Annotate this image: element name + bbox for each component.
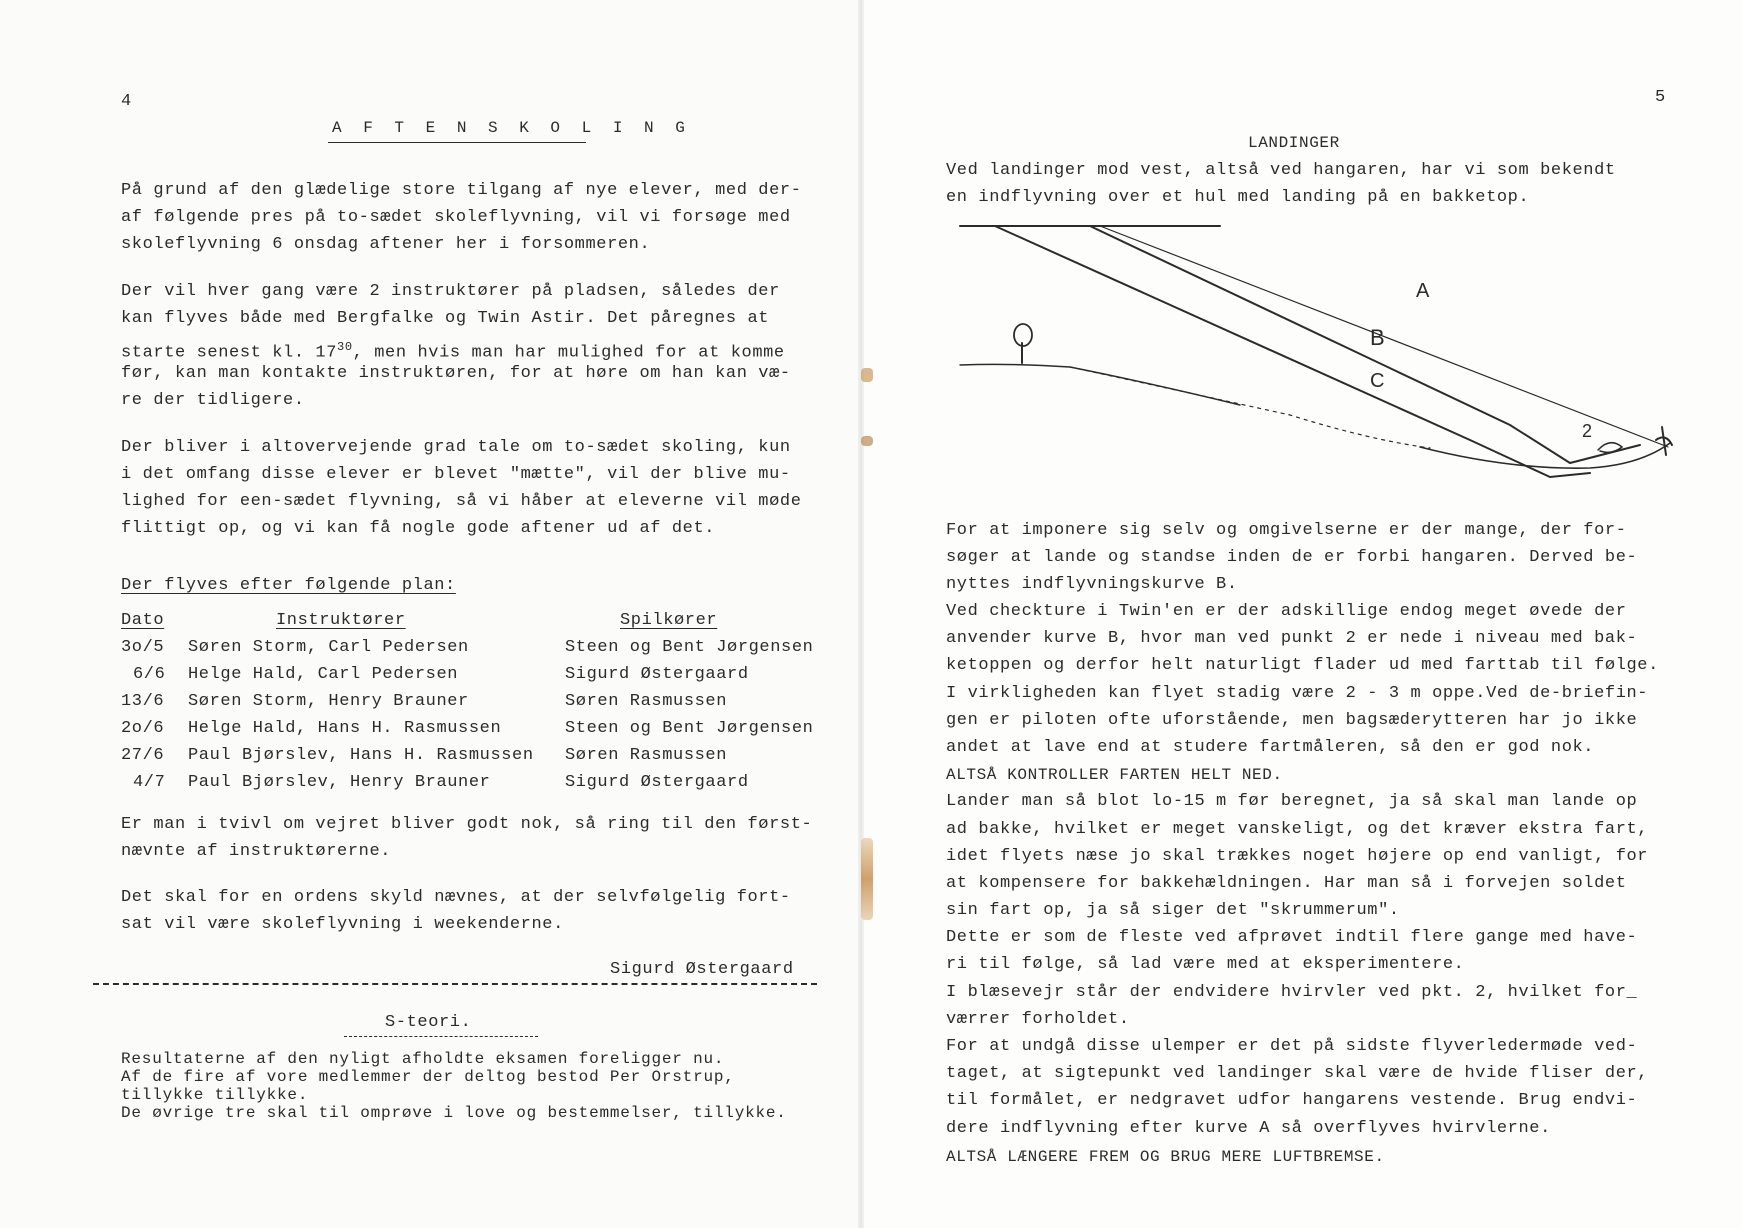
label-point-2: 2 <box>1582 421 1593 441</box>
s-teori-title: S-teori. <box>385 1013 472 1032</box>
paragraph-line: en indflyvning over et hul med landing på en bakketop. <box>946 188 1530 207</box>
paragraph-line: re der tidligere. <box>121 391 305 410</box>
paragraph-line: dere indflyvning efter kurve A så overflyves hvirvlerne. <box>946 1119 1551 1138</box>
paragraph-line: nævnte af instruktørerne. <box>121 842 392 861</box>
table-cell-winch: Sigurd Østergaard <box>565 773 749 792</box>
table-cell-date: 2o/6 <box>121 719 165 738</box>
staple-mark <box>861 436 873 446</box>
paragraph-line: lighed for een-sædet flyvning, så vi håber at eleverne vil møde <box>121 492 802 511</box>
approach-curve-b-lower <box>1090 226 1640 463</box>
paragraph-line: sat vil være skoleflyvning i weekenderne. <box>121 915 564 934</box>
title-underline <box>328 142 586 143</box>
table-cell-winch: Sigurd Østergaard <box>565 665 749 684</box>
s-teori-line: De øvrige tre skal til omprøve i love og bestemmelser, tillykke. <box>121 1104 787 1122</box>
paragraph-line: Lander man så blot lo-15 m før beregnet, ja så skal man lande op <box>946 792 1638 811</box>
emphasis-line: ALTSÅ KONTROLLER FARTEN HELT NED. <box>946 766 1283 784</box>
article-title-landinger: LANDINGER <box>1248 134 1340 152</box>
table-cell-instructors: Søren Storm, Carl Pedersen <box>188 638 469 657</box>
paragraph-line: idet flyets næse jo skal trækkes noget højere op end vanligt, for <box>946 847 1649 866</box>
table-cell-date: 3o/5 <box>121 638 165 657</box>
paragraph-line: For at imponere sig selv og omgivelserne er der mange, der for- <box>946 521 1627 540</box>
table-cell-instructors: Helge Hald, Carl Pedersen <box>188 665 459 684</box>
table-cell-date: 13/6 <box>121 692 165 711</box>
paragraph-line: Dette er som de fleste ved afprøvet indtil flere gange med have- <box>946 928 1638 947</box>
s-teori-line: tillykke tillykke. <box>121 1086 309 1104</box>
paragraph-line: sin fart op, ja så siger det "skrummerum". <box>946 901 1400 920</box>
paragraph-line: Ved landinger mod vest, altså ved hangaren, har vi som bekendt <box>946 161 1616 180</box>
table-header-dato: Dato <box>121 611 165 630</box>
paragraph-line: gen er piloten ofte uforstående, men bagsæderytteren har jo ikke <box>946 711 1638 730</box>
paragraph-line: I blæsevejr står der endvidere hvirvler ved pkt. 2, hvilket for_ <box>946 983 1638 1002</box>
paragraph-line: søger at lande og standse inden de er forbi hangaren. Derved be- <box>946 548 1638 567</box>
page-fold <box>858 0 864 1228</box>
paragraph-line: ad bakke, hvilket er meget vanskeligt, og det kræver ekstra fart, <box>946 820 1649 839</box>
table-cell-instructors: Søren Storm, Henry Brauner <box>188 692 469 711</box>
s-teori-underline <box>344 1036 538 1037</box>
paragraph-line-with-time <box>121 337 785 364</box>
label-curve-b: B <box>1370 325 1385 350</box>
paragraph-line: ketoppen og derfor helt naturligt flader ud med farttab til følge. <box>946 656 1659 675</box>
paragraph-line: værrer forholdet. <box>946 1010 1130 1029</box>
table-header-spilkoerer: Spilkører <box>620 611 718 630</box>
page-number-right: 5 <box>1655 88 1666 107</box>
plan-heading: Der flyves efter følgende plan: <box>121 576 456 595</box>
emphasis-line: ALTSÅ LÆNGERE FREM OG BRUG MERE LUFTBREMSE. <box>946 1148 1385 1166</box>
table-cell-date: 27/6 <box>121 746 165 765</box>
landing-approach-diagram <box>950 215 1690 505</box>
paragraph-line: før, kan man kontakte instruktøren, for at høre om han kan væ- <box>121 364 791 383</box>
s-teori-line: Resultaterne af den nyligt afholdte eksamen foreligger nu. <box>121 1050 725 1068</box>
paragraph-line: For at undgå disse ulemper er det på sidste flyverledermøde ved- <box>946 1037 1638 1056</box>
staple-mark <box>861 838 873 920</box>
article-title-aftenskoling: A F T E N S K O L I N G <box>332 119 691 137</box>
paragraph-line: taget, at sigtepunkt ved landinger skal være de hvide fliser der, <box>946 1064 1649 1083</box>
paragraph-line: Det skal for en ordens skyld nævnes, at der selvfølgelig fort- <box>121 888 791 907</box>
paragraph-line: at kompensere for bakkehældningen. Har man så i forvejen soldet <box>946 874 1627 893</box>
s-teori-line: Af de fire af vore medlemmer der deltog bestod Per Orstrup, <box>121 1068 735 1086</box>
time-superscript: 30 <box>337 340 353 354</box>
section-divider <box>93 983 817 985</box>
ground-left <box>960 364 1240 405</box>
label-curve-a: A <box>1416 280 1430 302</box>
table-cell-winch: Steen og Bent Jørgensen <box>565 638 814 657</box>
paragraph-line: På grund af den glædelige store tilgang af nye elever, med der- <box>121 181 802 200</box>
time-text: starte senest kl. 17 <box>121 343 338 363</box>
paragraph-line: Er man i tvivl om vejret bliver godt nok, så ring til den først- <box>121 815 813 834</box>
paragraph-line: Der bliver i altovervejende grad tale om to-sædet skoling, kun <box>121 438 791 457</box>
paragraph-line: ri til følge, så lad være med at eksperimentere. <box>946 955 1465 974</box>
table-cell-instructors: Paul Bjørslev, Henry Brauner <box>188 773 491 792</box>
paragraph-line: Der vil hver gang være 2 instruktører på pladsen, således der <box>121 282 780 301</box>
paragraph-line: i det omfang disse elever er blevet "mætte", vil der blive mu- <box>121 465 791 484</box>
table-cell-instructors: Helge Hald, Hans H. Rasmussen <box>188 719 502 738</box>
approach-curve-b-upper <box>995 226 1593 477</box>
paragraph-line: Ved checkture i Twin'en er der adskillige endog meget øvede der <box>946 602 1627 621</box>
staple-mark <box>861 368 873 382</box>
tree-crown <box>1014 324 1032 346</box>
paragraph-line: flittigt op, og vi kan få nogle gode aftener ud af det. <box>121 519 716 538</box>
label-curve-c: C <box>1370 370 1385 392</box>
paragraph-line: andet at lave end at studere fartmåleren, så den er god nok. <box>946 738 1595 757</box>
table-cell-winch: Søren Rasmussen <box>565 746 728 765</box>
time-text-end: , men hvis man har mulighed for at komme <box>352 343 785 363</box>
table-cell-date: 6/6 <box>133 665 166 684</box>
paragraph-line: anvender kurve B, hvor man ved punkt 2 er nede i niveau med bak- <box>946 629 1638 648</box>
paragraph-line: kan flyves både med Bergfalke og Twin Astir. Det påregnes at <box>121 309 770 328</box>
table-cell-winch: Søren Rasmussen <box>565 692 728 711</box>
paragraph-line: af følgende pres på to-sædet skoleflyvning, vil vi forsøge med <box>121 208 791 227</box>
paragraph-line: til formålet, er nedgravet udfor hangarens vestende. Brug endvi- <box>946 1091 1638 1110</box>
table-cell-winch: Steen og Bent Jørgensen <box>565 719 814 738</box>
paragraph-line: I virkligheden kan flyet stadig være 2 - 3 m oppe.Ved de-briefin- <box>946 684 1649 703</box>
signature: Sigurd Østergaard <box>610 960 794 979</box>
table-cell-instructors: Paul Bjørslev, Hans H. Rasmussen <box>188 746 534 765</box>
paragraph-line: skoleflyvning 6 onsdag aftener her i forsommeren. <box>121 235 651 254</box>
page-number-left: 4 <box>121 92 132 111</box>
table-header-instruktoerer: Instruktører <box>276 611 406 630</box>
table-cell-date: 4/7 <box>133 773 166 792</box>
paragraph-line: nyttes indflyvningskurve B. <box>946 575 1238 594</box>
